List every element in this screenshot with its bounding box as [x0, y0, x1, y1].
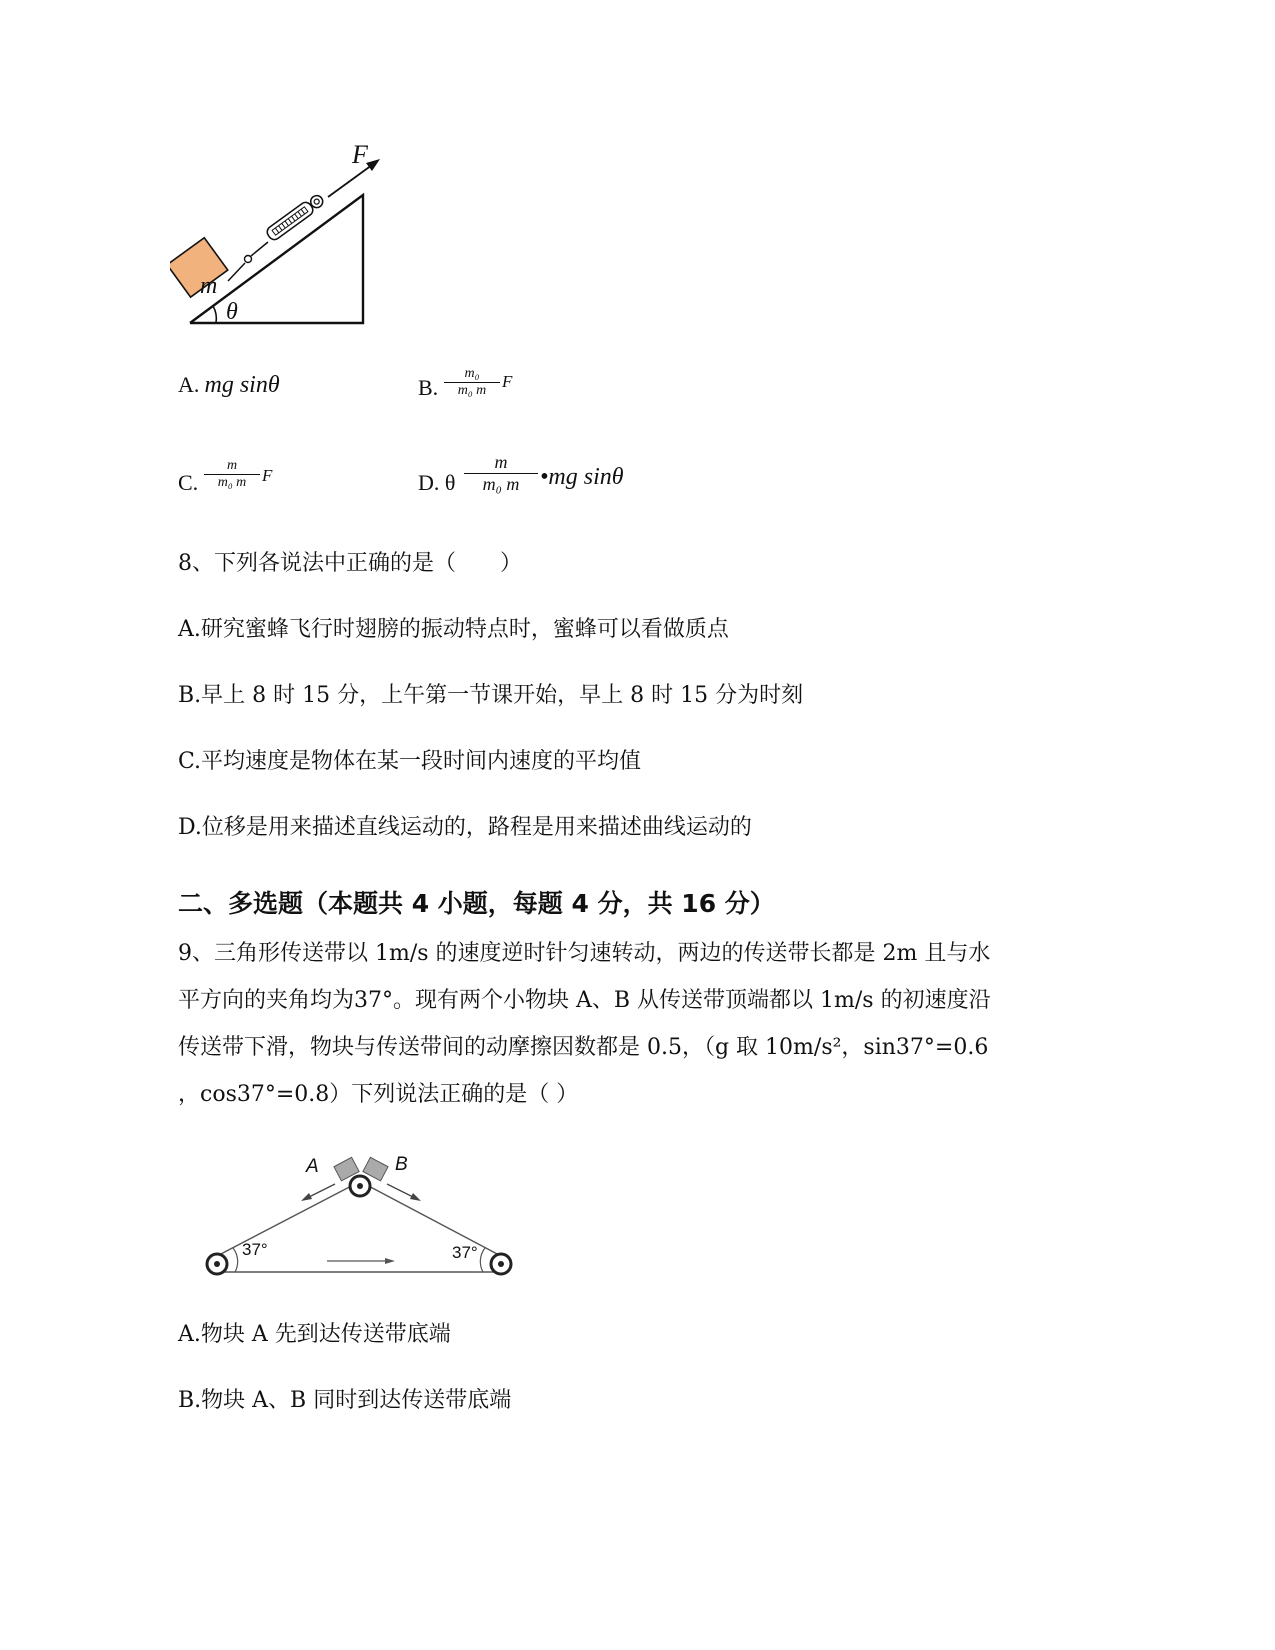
- spring-scale: [265, 192, 326, 242]
- option-c-tail: F: [262, 466, 273, 485]
- force-arrow-head: [366, 159, 380, 171]
- angle-arc: [213, 306, 216, 323]
- option-d-label: D. θ: [418, 470, 456, 495]
- belt-left: [217, 1182, 359, 1256]
- option-a-label: A.: [178, 372, 200, 397]
- mass-label: m: [200, 273, 218, 299]
- option-c-fraction: [204, 458, 260, 491]
- option-b-fraction: [444, 366, 500, 399]
- option-b-numerator: m₀: [464, 366, 480, 381]
- q8-option-c: C.平均速度是物体在某一段时间内速度的平均值: [178, 749, 642, 774]
- option-c-numerator: m: [226, 458, 238, 473]
- force-arrow-line: [328, 165, 372, 197]
- arrow-a-head: [301, 1193, 312, 1201]
- q9-line-1: 9、三角形传送带以 1m/s 的速度逆时针匀速转动，两边的传送带长都是 2m 且与水: [178, 941, 991, 966]
- belt-right: [361, 1182, 501, 1256]
- option-b-denominator: m₀ m: [457, 383, 487, 398]
- string-line: [228, 263, 245, 281]
- arrow-b-head: [410, 1193, 421, 1201]
- arrow-b-line: [387, 1184, 415, 1198]
- q8-option-b: B.早上 8 时 15 分，上午第一节课开始，早上 8 时 15 分为时刻: [178, 683, 804, 708]
- direction-arrow-head: [385, 1258, 395, 1264]
- q9-line-4: ，cos37°=0.8）下列说法正确的是（ ）: [178, 1082, 579, 1107]
- option-c-denominator: m₀ m: [217, 475, 247, 490]
- conveyor-figure: [195, 1148, 525, 1288]
- option-b-label: B.: [418, 375, 439, 400]
- arrow-a-line: [307, 1184, 335, 1198]
- angle-arc-right: [480, 1248, 485, 1272]
- pulley-top: [350, 1176, 370, 1196]
- pulley-left: [207, 1254, 227, 1274]
- q9-option-b: B.物块 A、B 同时到达传送带底端: [178, 1388, 512, 1413]
- option-a: [178, 372, 280, 399]
- angle-right-label: 37°: [452, 1243, 478, 1262]
- block-b-label: B: [395, 1154, 408, 1175]
- q9-option-a: A.物块 A 先到达传送带底端: [178, 1322, 451, 1347]
- q9-line-2: 平方向的夹角均为37°。现有两个小物块 A、B 从传送带顶端都以 1m/s 的初速度沿: [178, 988, 991, 1013]
- option-d-numerator: m: [494, 452, 508, 472]
- block-a-label: A: [306, 1156, 319, 1177]
- option-c-label: C.: [178, 470, 199, 495]
- hook: [245, 256, 252, 263]
- angle-label: θ: [226, 299, 238, 325]
- option-d-fraction: [464, 452, 538, 495]
- q8-option-d: D.位移是用来描述直线运动的，路程是用来描述曲线运动的: [178, 815, 752, 840]
- option-b-tail: F: [502, 372, 513, 391]
- pulley-right: [491, 1254, 511, 1274]
- section-heading: 二、多选题（本题共 4 小题，每题 4 分，共 16 分）: [178, 889, 775, 918]
- q9-line-3: 传送带下滑，物块与传送带间的动摩擦因数都是 0.5，（g 取 10m/s²，sin37°=0.6: [178, 1035, 989, 1060]
- angle-left-label: 37°: [242, 1240, 268, 1259]
- q8-stem: 8、下列各说法中正确的是（ ）: [178, 551, 522, 576]
- force-label: F: [352, 140, 368, 169]
- option-d-tail: •mg sinθ: [540, 464, 624, 490]
- mass-block: [170, 238, 228, 297]
- option-a-expr: mg sinθ: [204, 372, 280, 398]
- scale-hook-line: [251, 242, 268, 256]
- q8-option-a: A.研究蜜蜂飞行时翅膀的振动特点时，蜜蜂可以看做质点: [178, 617, 729, 642]
- angle-arc-left: [233, 1248, 238, 1272]
- option-d-denominator: m₀ m: [482, 474, 520, 494]
